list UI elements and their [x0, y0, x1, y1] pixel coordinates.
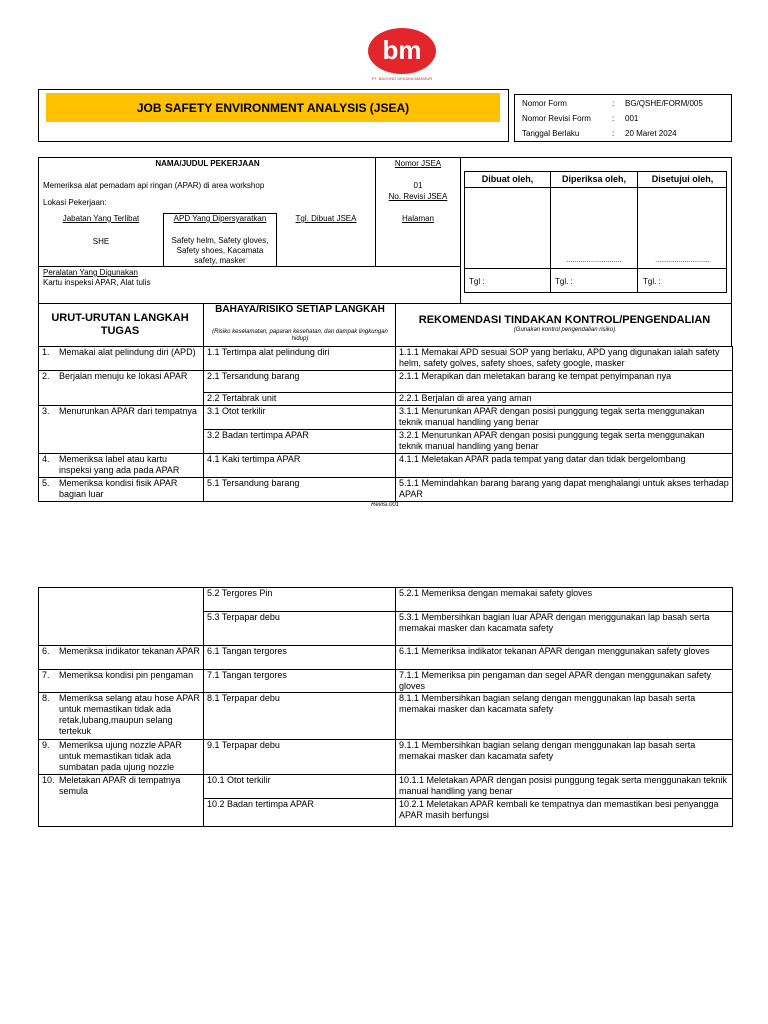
- table-row: [39, 371, 733, 393]
- table-row: [39, 406, 733, 430]
- made-by-date: Tgl :: [469, 277, 485, 286]
- control-cell: 4.1.1 Meletakan APAR pada tempat yang datar dan tidak bergelombang: [396, 454, 733, 478]
- steps-column-header: URUT-URUTAN LANGKAH TUGAS: [51, 312, 189, 337]
- step-cell: [39, 588, 204, 646]
- location-label: Lokasi Pekerjaan:: [43, 198, 107, 207]
- control-cell: 2.2.1 Berjalan di area yang aman: [396, 393, 733, 406]
- hazard-cell: 5.2 Tergores Pin: [204, 588, 396, 612]
- ppe-label: APD Yang Dipersyaratkan: [173, 214, 267, 223]
- step-cell: 1. Memakai alat pelindung diri (APD): [39, 347, 204, 371]
- step-cell: 9. Memeriksa ujung nozzle APAR untuk memastikan tidak ada sumbatan pada ujung nozzle: [39, 740, 204, 775]
- position-value: SHE: [92, 237, 110, 246]
- hazard-cell: 1.1 Tertimpa alat pelindung diri: [204, 347, 396, 371]
- form-info-box: [514, 94, 732, 142]
- checked-by-signature-line: ............................: [566, 257, 622, 264]
- date-made-label: Tgl. Dibuat JSEA: [295, 214, 357, 223]
- table-row: [39, 740, 733, 775]
- logo-text: bm: [382, 35, 422, 65]
- checked-by-date: Tgl. :: [555, 277, 573, 286]
- divider: [464, 268, 727, 269]
- approved-by-signature-line: ............................: [655, 257, 710, 264]
- control-cell: 1.1.1 Memakai APD sesuai SOP yang berlaku, APD yang digunakan ialah safety helm, safety golves, safety shoes, safety google, masker: [396, 347, 733, 371]
- control-cell: 5.2.1 Memeriksa dengan memakai safety gloves: [396, 588, 733, 612]
- hazard-cell: 4.1 Kaki tertimpa APAR: [204, 454, 396, 478]
- table-row: [39, 347, 733, 371]
- table-row: [39, 670, 733, 693]
- hazards-column-header: BAHAYA/RISIKO SETIAP LANGKAH: [215, 304, 385, 315]
- position-label: Jabatan Yang Terlibat: [62, 214, 140, 223]
- page-label: Halaman: [401, 214, 434, 223]
- divider: [550, 171, 551, 293]
- control-cell: 5.1.1 Memindahkan barang barang yang dapat menghalangi untuk akses terhadap APAR: [396, 478, 733, 502]
- table-row: [39, 478, 733, 502]
- hazard-cell: 9.1 Terpapar debu: [204, 740, 396, 775]
- form-number-value: BG/QSHE/FORM/005: [625, 99, 703, 108]
- title-bar: [46, 93, 500, 122]
- divider: [637, 171, 638, 293]
- table-row: [39, 454, 733, 478]
- controls-column-note: (Gunakan kontrol pengendalian risiko): [513, 327, 616, 333]
- table-row: [39, 693, 733, 740]
- step-cell: 8. Memeriksa selang atau hose APAR untuk memastikan tidak ada retak,lubang,maupun selang tertekuk: [39, 693, 204, 740]
- jsea-revision-label: No. Revisi JSEA: [388, 192, 448, 201]
- job-name-header: NAMA/JUDUL PEKERJAAN: [155, 159, 260, 168]
- revision-note: Revisi.001: [370, 502, 399, 508]
- hazard-cell: 3.2 Badan tertimpa APAR: [204, 430, 396, 454]
- step-cell: 7. Memeriksa kondisi pin pengaman: [39, 670, 204, 693]
- table-row: [39, 646, 733, 670]
- control-cell: 10.1.1 Meletakan APAR dengan posisi punggung tegak serta menggunakan teknik manual handling yang benar: [396, 775, 733, 799]
- hazard-cell: 10.1 Otot terkilir: [204, 775, 396, 799]
- hazard-cell: 3.1 Otot terkilir: [204, 406, 396, 430]
- made-by-label: Dibuat oleh,: [481, 174, 534, 184]
- divider: [375, 157, 376, 267]
- step-cell: 4. Memeriksa label atau kartu inspeksi yang ada pada APAR: [39, 454, 204, 478]
- logo-company-name: PT. BAGONG DEKAKA MAKMUR: [371, 76, 433, 81]
- ppe-value: Safety helm, Safety gloves, Safety shoes, Kacamata safety, masker: [171, 236, 269, 265]
- hazard-cell: 2.2 Tertabrak unit: [204, 393, 396, 406]
- effective-date-value: 20 Maret 2024: [625, 129, 677, 138]
- divider: [464, 187, 727, 188]
- logo-mark-icon: [362, 26, 442, 76]
- hazard-cell: 2.1 Tersandung barang: [204, 371, 396, 393]
- company-logo: [362, 26, 442, 84]
- checked-by-label: Diperiksa oleh,: [561, 174, 627, 184]
- step-cell: 5. Memeriksa kondisi fisik APAR bagian luar: [39, 478, 204, 502]
- step-cell: 2. Berjalan menuju ke lokasi APAR: [39, 371, 204, 406]
- control-cell: 6.1.1 Memeriksa indikator tekanan APAR dengan menggunakan safety gloves: [396, 646, 733, 670]
- jsea-number-value: 01: [413, 181, 423, 190]
- equipment-value: Kartu inspeksi APAR, Alat tulis: [43, 278, 151, 287]
- page-title: JOB SAFETY ENVIRONMENT ANALYSIS (JSEA): [136, 101, 410, 115]
- hazard-cell: 8.1 Terpapar debu: [204, 693, 396, 740]
- table-row: [39, 588, 733, 612]
- signature-box: [464, 171, 727, 293]
- revision-label: Nomor Revisi Form: [522, 114, 591, 123]
- control-cell: 2.1.1 Merapikan dan meletakan barang ke tempat penyimpanan nya: [396, 371, 733, 393]
- divider: [395, 303, 396, 347]
- job-name-value: Memeriksa alat pemadam api ringan (APAR) di area workshop: [43, 181, 265, 190]
- effective-date-label: Tanggal Berlaku: [522, 129, 580, 138]
- step-cell: 10. Meletakan APAR di tempatnya semula: [39, 775, 204, 827]
- colon: :: [612, 114, 615, 123]
- step-cell: 6. Memeriksa indikator tekanan APAR: [39, 646, 204, 670]
- jsea-number-label: Nomor JSEA: [394, 159, 442, 168]
- hazard-cell: 6.1 Tangan tergores: [204, 646, 396, 670]
- colon: :: [612, 129, 615, 138]
- table-row: [39, 775, 733, 799]
- control-cell: 3.1.1 Menurunkan APAR dengan posisi punggung tegak serta menggunakan teknik manual handling yang benar: [396, 406, 733, 430]
- title-box: [38, 89, 509, 142]
- hazard-cell: 5.3 Terpapar debu: [204, 612, 396, 646]
- divider: [460, 157, 461, 304]
- hazard-cell: 5.1 Tersandung barang: [204, 478, 396, 502]
- hazard-cell: 7.1 Tangan tergores: [204, 670, 396, 693]
- equipment-label: Peralatan Yang Digunakan: [43, 268, 138, 277]
- hazard-cell: 10.2 Badan tertimpa APAR: [204, 799, 396, 827]
- revision-value: 001: [625, 114, 639, 123]
- controls-column-header: REKOMENDASI TINDAKAN KONTROL/PENGENDALIAN: [418, 314, 711, 326]
- divider: [203, 303, 204, 347]
- control-cell: 3.2.1 Menurunkan APAR dengan posisi punggung tegak serta menggunakan teknik manual handling yang benar: [396, 430, 733, 454]
- hazards-column-note: (Risiko keselamatan, paparan kesehatan, dan dampak lingkungan hidup): [212, 329, 388, 342]
- approved-by-label: Disetujui oleh,: [651, 174, 714, 184]
- colon: :: [612, 99, 615, 108]
- form-number-label: Nomor Form: [522, 99, 567, 108]
- control-cell: 5.3.1 Membersihkan bagian luar APAR dengan menggunakan lap basah serta memakai masker dan kacamata safety: [396, 612, 733, 646]
- control-cell: 10.2.1 Meletakan APAR kembali ke tempatnya dan memastikan besi penyangga APAR masih berfungsi: [396, 799, 733, 827]
- approved-by-date: Tgl. :: [643, 277, 661, 286]
- control-cell: 8.1.1 Membersihkan bagian selang dengan menggunakan lap basah serta memakai masker dan kacamata safety: [396, 693, 733, 740]
- analysis-table-page-1: [38, 346, 733, 502]
- step-cell: 3. Menurunkan APAR dari tempatnya: [39, 406, 204, 454]
- control-cell: 9.1.1 Membersihkan bagian selang dengan menggunakan lap basah serta memakai masker dan kacamata safety: [396, 740, 733, 775]
- analysis-table-page-2: [38, 587, 733, 827]
- control-cell: 7.1.1 Memeriksa pin pengaman dan segel APAR dengan menggunakan safety gloves: [396, 670, 733, 693]
